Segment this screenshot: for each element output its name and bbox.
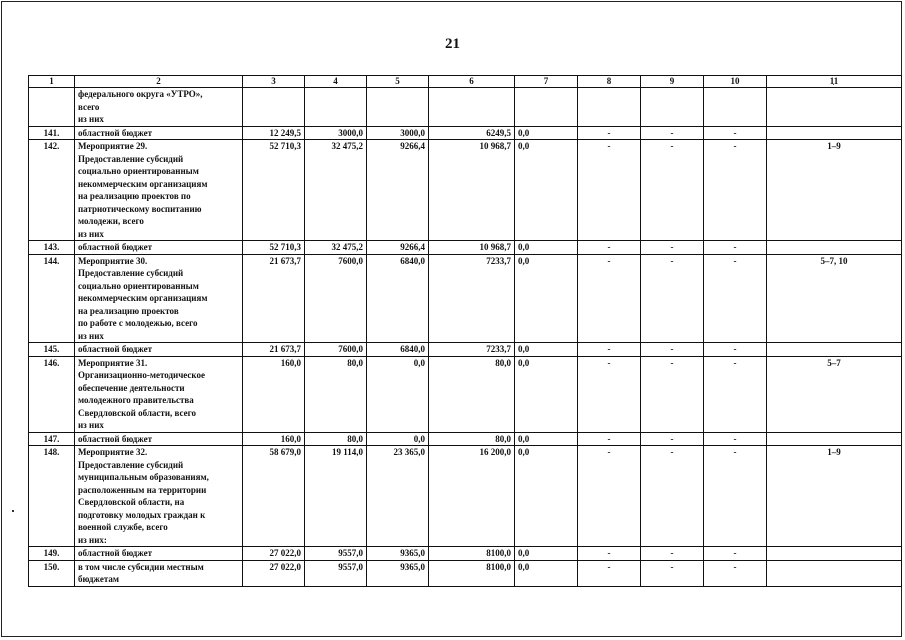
- cell-year-2: 0,0: [367, 432, 429, 446]
- cell-total: 27 022,0: [243, 560, 305, 586]
- cell-year-1: 9557,0: [305, 547, 367, 561]
- column-header-1: 1: [29, 76, 75, 88]
- cell-target-refs: [767, 88, 902, 127]
- cell-year-5: -: [578, 140, 641, 241]
- row-number: 145.: [29, 343, 75, 357]
- cell-year-2: 9266,4: [367, 140, 429, 241]
- cell-year-3: 10 968,7: [429, 241, 515, 255]
- cell-year-5: -: [578, 547, 641, 561]
- cell-total: 21 673,7: [243, 254, 305, 343]
- cell-year-1: 7600,0: [305, 343, 367, 357]
- cell-total: 12 249,5: [243, 126, 305, 140]
- cell-year-3: 80,0: [429, 356, 515, 432]
- cell-year-1: 32 475,2: [305, 241, 367, 255]
- cell-year-3: 7233,7: [429, 254, 515, 343]
- cell-total: 21 673,7: [243, 343, 305, 357]
- cell-year-1: 80,0: [305, 356, 367, 432]
- cell-year-4: 0,0: [515, 343, 578, 357]
- cell-year-4: 0,0: [515, 126, 578, 140]
- cell-year-7: [704, 88, 767, 127]
- column-header-3: 3: [243, 76, 305, 88]
- cell-year-5: -: [578, 432, 641, 446]
- cell-year-3: 16 200,0: [429, 446, 515, 547]
- cell-year-3: 8100,0: [429, 547, 515, 561]
- cell-year-2: 9365,0: [367, 547, 429, 561]
- cell-year-6: [641, 88, 704, 127]
- column-header-2: 2: [75, 76, 243, 88]
- cell-target-refs: 5–7: [767, 356, 902, 432]
- table-row: [29, 547, 902, 561]
- row-number: 146.: [29, 356, 75, 432]
- row-number: 144.: [29, 254, 75, 343]
- cell-target-refs: [767, 547, 902, 561]
- cell-total: [243, 88, 305, 127]
- row-number: 148.: [29, 446, 75, 547]
- cell-year-3: 8100,0: [429, 560, 515, 586]
- cell-year-4: 0,0: [515, 547, 578, 561]
- row-number: 150.: [29, 560, 75, 586]
- cell-year-2: 9266,4: [367, 241, 429, 255]
- cell-year-6: -: [641, 140, 704, 241]
- cell-year-7: -: [704, 560, 767, 586]
- column-header-5: 5: [367, 76, 429, 88]
- cell-year-1: 32 475,2: [305, 140, 367, 241]
- cell-total: 27 022,0: [243, 547, 305, 561]
- cell-total: 52 710,3: [243, 140, 305, 241]
- cell-year-7: -: [704, 547, 767, 561]
- cell-year-4: [515, 88, 578, 127]
- cell-year-7: -: [704, 432, 767, 446]
- cell-target-refs: 1–9: [767, 140, 902, 241]
- cell-year-3: 10 968,7: [429, 140, 515, 241]
- row-description: Мероприятие 32. Предоставление субсидий муниципальным образованиям, расположенным на территории Свердловской области, на подготовку молодых граждан к военной службе, всего из них:: [75, 446, 243, 547]
- cell-year-3: 7233,7: [429, 343, 515, 357]
- row-description: областной бюджет: [75, 126, 243, 140]
- cell-year-2: 6840,0: [367, 343, 429, 357]
- cell-year-7: -: [704, 356, 767, 432]
- cell-total: 160,0: [243, 432, 305, 446]
- cell-year-6: -: [641, 547, 704, 561]
- cell-year-1: 7600,0: [305, 254, 367, 343]
- column-header-11: 11: [767, 76, 902, 88]
- row-number: 142.: [29, 140, 75, 241]
- cell-year-5: -: [578, 356, 641, 432]
- page-number: 21: [445, 36, 460, 52]
- table-body: [29, 88, 902, 587]
- cell-year-6: -: [641, 356, 704, 432]
- cell-total: 52 710,3: [243, 241, 305, 255]
- cell-year-7: -: [704, 140, 767, 241]
- cell-total: 58 679,0: [243, 446, 305, 547]
- cell-year-5: -: [578, 343, 641, 357]
- cell-target-refs: [767, 343, 902, 357]
- cell-year-2: 23 365,0: [367, 446, 429, 547]
- cell-year-2: 6840,0: [367, 254, 429, 343]
- column-header-10: 10: [704, 76, 767, 88]
- column-header-8: 8: [578, 76, 641, 88]
- cell-year-5: [578, 88, 641, 127]
- table-row: [29, 140, 902, 241]
- cell-year-6: -: [641, 126, 704, 140]
- cell-year-6: -: [641, 432, 704, 446]
- row-description: Мероприятие 29. Предоставление субсидий социально ориентированным некоммерческим организациям на реализацию проектов по патриотическому воспитанию молодежи, всего из них: [75, 140, 243, 241]
- row-number: 141.: [29, 126, 75, 140]
- table-row: [29, 88, 902, 127]
- cell-year-1: 9557,0: [305, 560, 367, 586]
- row-description: областной бюджет: [75, 241, 243, 255]
- cell-total: 160,0: [243, 356, 305, 432]
- row-description: областной бюджет: [75, 343, 243, 357]
- row-number: 147.: [29, 432, 75, 446]
- row-description: Мероприятие 30. Предоставление субсидий социально ориентированным некоммерческим организациям на реализацию проектов по работе с молодежью, всего из них: [75, 254, 243, 343]
- row-description: Мероприятие 31. Организационно-методическое обеспечение деятельности молодежного правительства Свердловской области, всего из них: [75, 356, 243, 432]
- cell-year-1: [305, 88, 367, 127]
- row-description: областной бюджет: [75, 432, 243, 446]
- cell-year-1: 80,0: [305, 432, 367, 446]
- table-row: [29, 241, 902, 255]
- cell-target-refs: [767, 432, 902, 446]
- cell-year-3: 80,0: [429, 432, 515, 446]
- cell-year-4: 0,0: [515, 140, 578, 241]
- column-header-4: 4: [305, 76, 367, 88]
- cell-year-4: 0,0: [515, 560, 578, 586]
- row-number: [29, 88, 75, 127]
- budget-table: [28, 75, 902, 587]
- cell-target-refs: 5–7, 10: [767, 254, 902, 343]
- cell-year-2: 3000,0: [367, 126, 429, 140]
- cell-year-4: 0,0: [515, 432, 578, 446]
- table-row: [29, 560, 902, 586]
- cell-year-7: -: [704, 241, 767, 255]
- cell-year-2: 0,0: [367, 356, 429, 432]
- cell-target-refs: [767, 126, 902, 140]
- cell-year-2: [367, 88, 429, 127]
- cell-year-4: 0,0: [515, 446, 578, 547]
- cell-year-6: -: [641, 241, 704, 255]
- cell-year-6: -: [641, 343, 704, 357]
- table-row: [29, 254, 902, 343]
- cell-year-6: -: [641, 560, 704, 586]
- cell-year-5: -: [578, 254, 641, 343]
- cell-year-5: -: [578, 126, 641, 140]
- row-description: федерального округа «УТРО», всего из них: [75, 88, 243, 127]
- table-row: [29, 126, 902, 140]
- cell-year-5: -: [578, 446, 641, 547]
- row-description: в том числе субсидии местным бюджетам: [75, 560, 243, 586]
- row-description: областной бюджет: [75, 547, 243, 561]
- cell-year-7: -: [704, 126, 767, 140]
- cell-year-4: 0,0: [515, 241, 578, 255]
- cell-target-refs: [767, 560, 902, 586]
- cell-year-4: 0,0: [515, 254, 578, 343]
- cell-year-6: -: [641, 446, 704, 547]
- cell-year-7: -: [704, 343, 767, 357]
- row-number: 149.: [29, 547, 75, 561]
- cell-year-1: 3000,0: [305, 126, 367, 140]
- cell-year-1: 19 114,0: [305, 446, 367, 547]
- table-row: [29, 446, 902, 547]
- cell-year-7: -: [704, 446, 767, 547]
- table-row: [29, 356, 902, 432]
- table-row: [29, 432, 902, 446]
- cell-year-5: -: [578, 560, 641, 586]
- column-header-6: 6: [429, 76, 515, 88]
- cell-year-5: -: [578, 241, 641, 255]
- cell-year-3: [429, 88, 515, 127]
- column-header-7: 7: [515, 76, 578, 88]
- cell-year-3: 6249,5: [429, 126, 515, 140]
- row-number: 143.: [29, 241, 75, 255]
- column-header-9: 9: [641, 76, 704, 88]
- cell-year-7: -: [704, 254, 767, 343]
- table-header-row: [29, 76, 902, 88]
- cell-year-6: -: [641, 254, 704, 343]
- cell-target-refs: 1–9: [767, 446, 902, 547]
- scan-speck: [12, 510, 14, 512]
- cell-year-2: 9365,0: [367, 560, 429, 586]
- cell-target-refs: [767, 241, 902, 255]
- table-row: [29, 343, 902, 357]
- cell-year-4: 0,0: [515, 356, 578, 432]
